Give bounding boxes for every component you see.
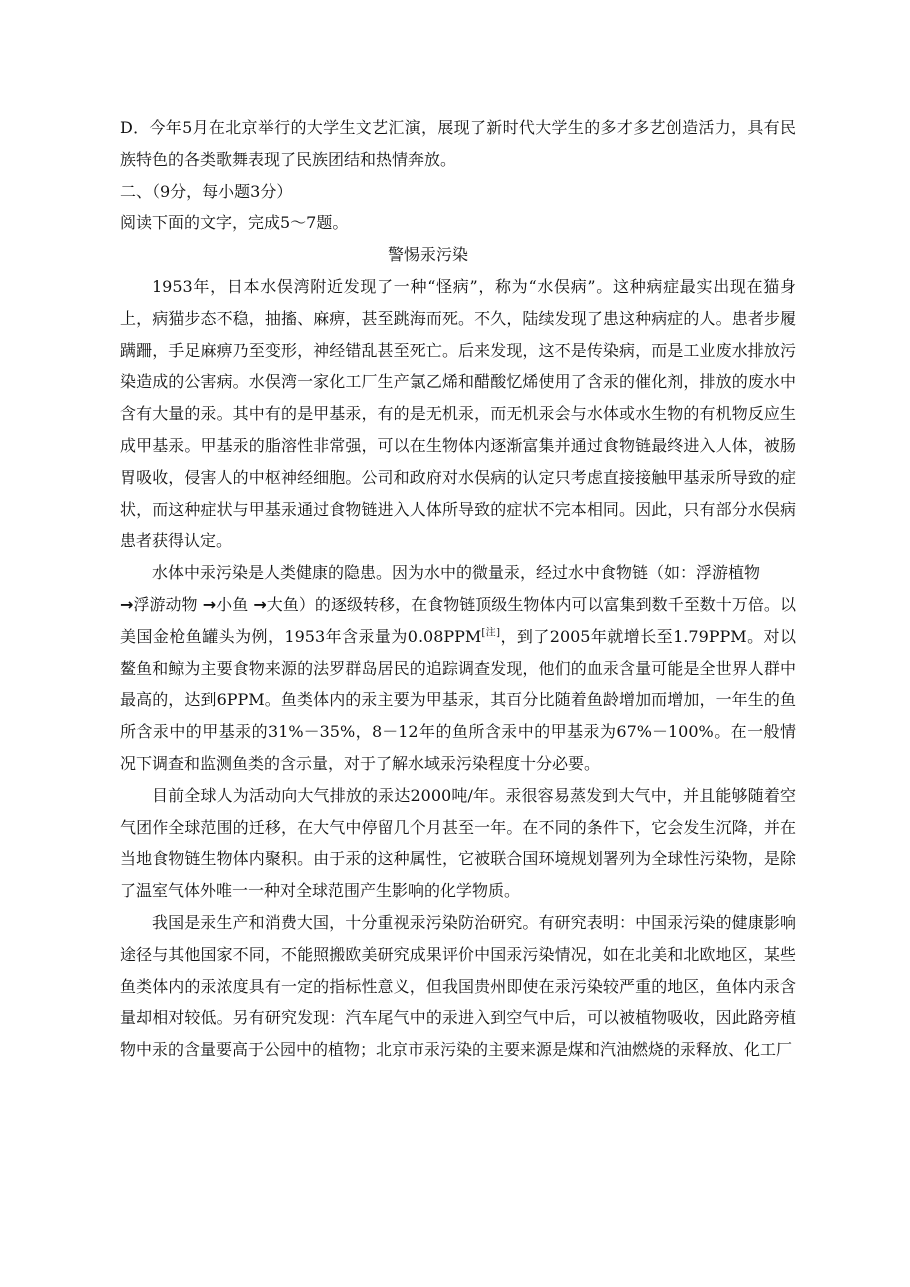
paragraph-1: 1953年，日本水俣湾附近发现了一种“怪病”，称为“水俣病”。这种病症最实出现在猫身上，病猫步态不稳，抽搐、麻痹，甚至跳海而死。不久，陆续发现了患这种病症的人。患者步履蹒跚，手足麻痹乃至变形，神经错乱甚至死亡。后来发现，这不是传染病，而是工业废水排放污染造成的公害病。水俣湾一家化工厂生产氯乙烯和醋酸忆烯使用了含汞的催化剂，排放的废水中含有大量的汞。其中有的是甲基汞，有的是无机汞，而无机汞会与水体或水生物的有机物反应生成甲基汞。甲基汞的脂溶性非常强，可以在生物体内逐渐富集并通过食物链最终进入人体，被肠胃吸收，侵害人的中枢神经细胞。公司和政府对水俣病的认定只考虑直接接触甲基汞所导致的症状，而这种症状与甲基汞通过食物链进入人体所导致的症状不完本相同。因此，只有部分水俣病患者获得认定。 bbox=[120, 276, 796, 551]
paragraph-2-part-c: 小鱼 bbox=[216, 594, 249, 614]
paragraph-3: 目前全球人为活动向大气排放的汞达2000吨/年。汞很容易蒸发到大气中，并且能够随着空气团作全球范围的迁移，在大气中停留几个月甚至一年。在不同的条件下，它会发生沉降，并在当地食物链生物体内聚积。由于汞的这种属性，它被联合国环境规划署列为全球性污染物，是除了温室气体外唯一一种对全球范围产生影响的化学物质。 bbox=[120, 785, 796, 901]
paragraph-4: 我国是汞生产和消费大国，十分重视汞污染防治研究。有研究表明：中国汞污染的健康影响途径与其他国家不同，不能照搬欧美研究成果评价中国汞污染情况，如在北美和北欧地区，某些鱼类体内的汞浓度具有一定的指标性意义，但我国贵州即使在汞污染较严重的地区，鱼体内汞含量却相对较低。另有研究发现：汽车尾气中的汞进入到空气中后，可以被植物吸收，因此路旁植物中汞的含量要高于公园中的植物；北京市汞污染的主要来源是煤和汽油燃烧的汞释放、化工厂 bbox=[120, 912, 796, 1060]
article-title: 警惕汞污染 bbox=[387, 245, 468, 265]
footnote-marker: [注] bbox=[481, 627, 500, 639]
paragraph-2 bbox=[120, 557, 796, 780]
reading-instruction: 阅读下面的文字，完成5～7题。 bbox=[120, 213, 349, 233]
arrow-icon: → bbox=[202, 594, 217, 614]
section-header: 二、（9分，每小题3分） bbox=[120, 181, 293, 201]
document-page bbox=[120, 112, 796, 1066]
paragraph-2-part-d: 大鱼）的逐级转移，在食物链顶级生物体内可以富集到数千至数十万倍。以美国金枪鱼罐头为例，1953年含汞量为0.08PPM bbox=[120, 594, 796, 646]
paragraph-2-part-e: ，到了2005年就增长至1.79PPM。对以鳌鱼和鲸为主要食物来源的法罗群岛居民的追踪调查发现，他们的血汞含量可能是全世界人群中最高的，达到6PPM。鱼类体内的汞主要为甲基汞，其百分比随着鱼龄增加而增加，一年生的鱼所含汞中的甲基汞的31%－35%，8－12年的鱼所含汞中的甲基汞为67%－100%。在一般情况下调查和监测鱼类的含示量，对于了解水域汞污染程度十分必要。 bbox=[120, 626, 796, 773]
arrow-icon: → bbox=[120, 594, 134, 614]
arrow-icon: → bbox=[253, 594, 267, 614]
paragraph-2-part-a: 水体中汞污染是人类健康的隐患。因为水中的微量汞，经过水中食物链（如：浮游植物 bbox=[152, 563, 761, 583]
question-option-d: D．今年5月在北京举行的大学生文艺汇演，展现了新时代大学生的多才多艺创造活力，具有民族特色的各类歌舞表现了民族团结和热情奔放。 bbox=[120, 118, 796, 169]
paragraph-2-part-b: 浮游动物 bbox=[133, 594, 198, 614]
